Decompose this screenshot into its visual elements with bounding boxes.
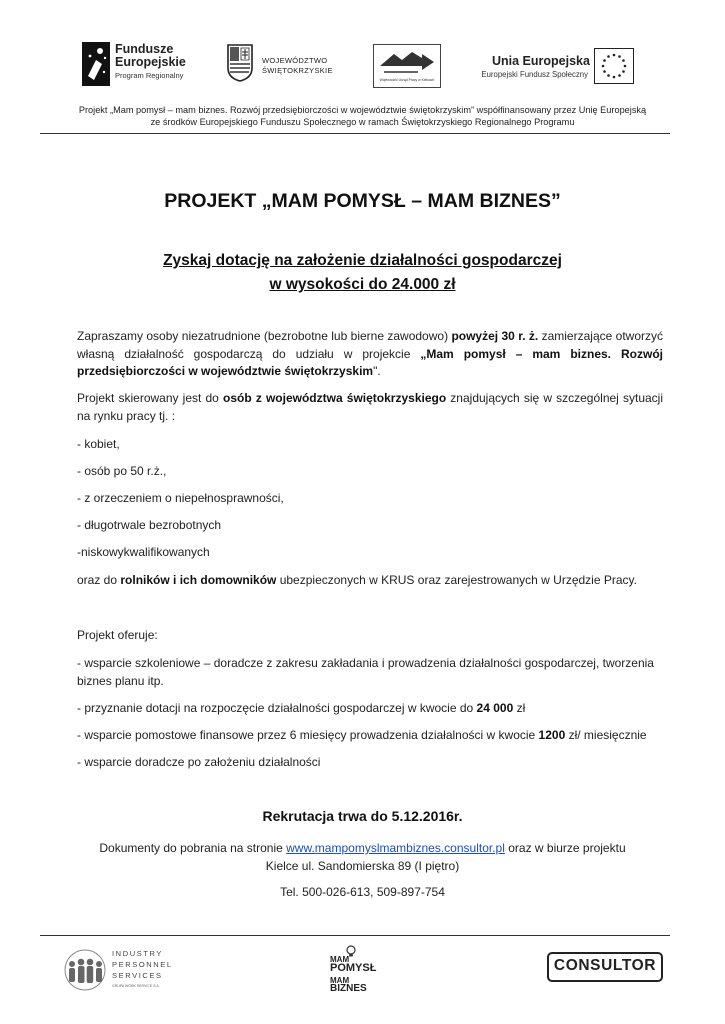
intro-paragraph: [77, 328, 663, 381]
documents-line1: [40, 840, 685, 858]
phone-numbers: Tel. 500-026-613, 509-897-754: [280, 885, 445, 899]
offer-item-4: - wsparcie doradcze po założeniu działalności: [77, 755, 321, 769]
fundusze-europejskie-mark-icon: [82, 42, 110, 86]
fundusze-line2: Europejskie: [115, 55, 186, 69]
mpmb-line2: POMYSŁ: [330, 962, 377, 974]
industry-personnel-services-logo: [60, 942, 200, 997]
ips-line4: GRUPA WORK SERVICE S.A.: [112, 984, 160, 988]
consultor-text: CONSULTOR: [553, 957, 657, 974]
mam-pomysl-mam-biznes-logo: [326, 948, 398, 996]
wojewodztwo-line1: WOJEWÓDZTWO: [262, 56, 328, 65]
fundusze-line3: Program Regionalny: [115, 71, 184, 80]
wup-arrows-icon: [378, 48, 436, 76]
offer-item-2-text: - przyznanie dotacji na rozpoczęcie działalności gospodarczej w kwocie do: [77, 701, 477, 715]
group-item-3: - z orzeczeniem o niepełnosprawności,: [77, 491, 284, 505]
farmers-text-1: oraz do: [77, 573, 121, 587]
mpmb-line1: MAM: [330, 955, 350, 964]
offer-item-2-unit: zł: [513, 701, 526, 715]
wojewodztwo-line2: ŚWIĘTOKRZYSKIE: [262, 66, 333, 75]
ips-line2: PERSONNEL: [112, 960, 173, 969]
wup-kielce-logo: [373, 44, 441, 88]
mpmb-line4: BIZNES: [330, 983, 367, 994]
subtitle-line2: w wysokości do 24.000 zł: [269, 276, 456, 293]
group-item-2: - osób po 50 r.ż.,: [77, 464, 167, 478]
documents-text-1: Dokumenty do pobrania na stronie: [99, 841, 287, 855]
offer-item-3-unit: zł/ miesięcznie: [565, 728, 647, 742]
fundusze-line1: Fundusze: [115, 42, 174, 56]
project-website-link[interactable]: www.mampomyslmambiznes.consultor.pl: [286, 841, 505, 855]
target-text-2: znajdujących się w szczególnej sytuacji na rynku pracy tj. :: [77, 391, 663, 423]
wup-caption: Wojewódzki Urząd Pracy w Kielcach: [379, 78, 435, 82]
intro-text-3: ".: [373, 364, 381, 378]
offer-item-3: [77, 727, 663, 745]
footer-divider: [40, 935, 670, 936]
offer-item-3-amount: 1200: [538, 728, 566, 742]
documents-text-2: oraz w biurze projektu: [504, 841, 626, 855]
header-note-line1: Projekt „Mam pomysł – mam biznes. Rozwój przedsiębiorczości w województwie świętokrzyskim” współfinansowany przez Unię Europejską: [78, 105, 647, 115]
recruitment-deadline: Rekrutacja trwa do 5.12.2016r.: [262, 808, 463, 824]
group-item-1: - kobiet,: [77, 437, 120, 451]
subtitle-line1: Zyskaj dotację na założenie działalności gospodarczej: [163, 252, 562, 269]
farmers-text-2: ubezpieczonych w KRUS oraz zarejestrowanych w Urzędzie Pracy.: [276, 573, 637, 587]
farmers-paragraph: [77, 572, 663, 590]
people-group-icon: [60, 948, 110, 992]
documents-address: Kielce ul. Sandomierska 89 (I piętro): [265, 858, 460, 873]
documents-info: [40, 840, 685, 875]
intro-text-2: zamierzające otworzyć własną działalność gospodarczą do udziału w projekcie: [77, 329, 663, 361]
header-note-line2: ze środków Europejskiego Funduszu Społecznego w ramach Świętokrzyskiego Regionalnego Programu: [150, 117, 575, 127]
wojewodztwo-swietokrzyskie-logo: [227, 44, 337, 86]
group-item-5: -niskowykwalifikowanych: [77, 545, 210, 559]
offer-item-3-text: - wsparcie pomostowe finansowe przez 6 miesięcy prowadzenia działalności w kwocie: [77, 728, 539, 742]
mpmb-line3: MAM: [330, 976, 350, 985]
offer-heading: Projekt oferuje:: [77, 628, 158, 642]
group-item-4: - długotrwale bezrobotnych: [77, 518, 222, 532]
header-divider: [40, 133, 670, 134]
ue-line1: Unia Europejska: [492, 54, 590, 68]
consultor-logo: [547, 952, 663, 982]
offer-item-2: [77, 700, 663, 718]
unia-europejska-logo: [470, 48, 648, 86]
intro-text-1: Zapraszamy osoby niezatrudnione (bezrobotne lub bierne zawodowo): [77, 329, 452, 343]
ips-line1: INDUSTRY: [112, 949, 163, 958]
ips-line3: SERVICES: [112, 971, 163, 980]
intro-age: powyżej 30 r. ż.: [451, 329, 539, 343]
crest-icon: [227, 44, 253, 82]
eu-flag-icon: [594, 48, 634, 84]
fundusze-europejskie-logo: [82, 40, 207, 90]
ue-line2: Europejski Fundusz Społeczny: [481, 70, 588, 79]
page-subtitle: [40, 249, 685, 297]
farmers-bold: rolników i ich domowników: [120, 573, 277, 587]
intro-project-name: „Mam pomysł – mam biznes. Rozwój przedsiębiorczości w województwie świętokrzyskim: [77, 346, 663, 378]
page-title: PROJEKT „MAM POMYSŁ – MAM BIZNES”: [164, 190, 561, 212]
offer-item-2-amount: 24 000: [476, 701, 514, 715]
target-region: osób z województwa świętokrzyskiego: [223, 391, 447, 405]
target-paragraph: [77, 390, 663, 425]
header-funding-note: [40, 104, 685, 128]
target-text-1: Projekt skierowany jest do: [77, 391, 223, 405]
offer-item-1: - wsparcie szkoleniowe – doradcze z zakresu zakładania i prowadzenia działalności gospodarczej, tworzenia biznes planu itp.: [77, 656, 654, 688]
